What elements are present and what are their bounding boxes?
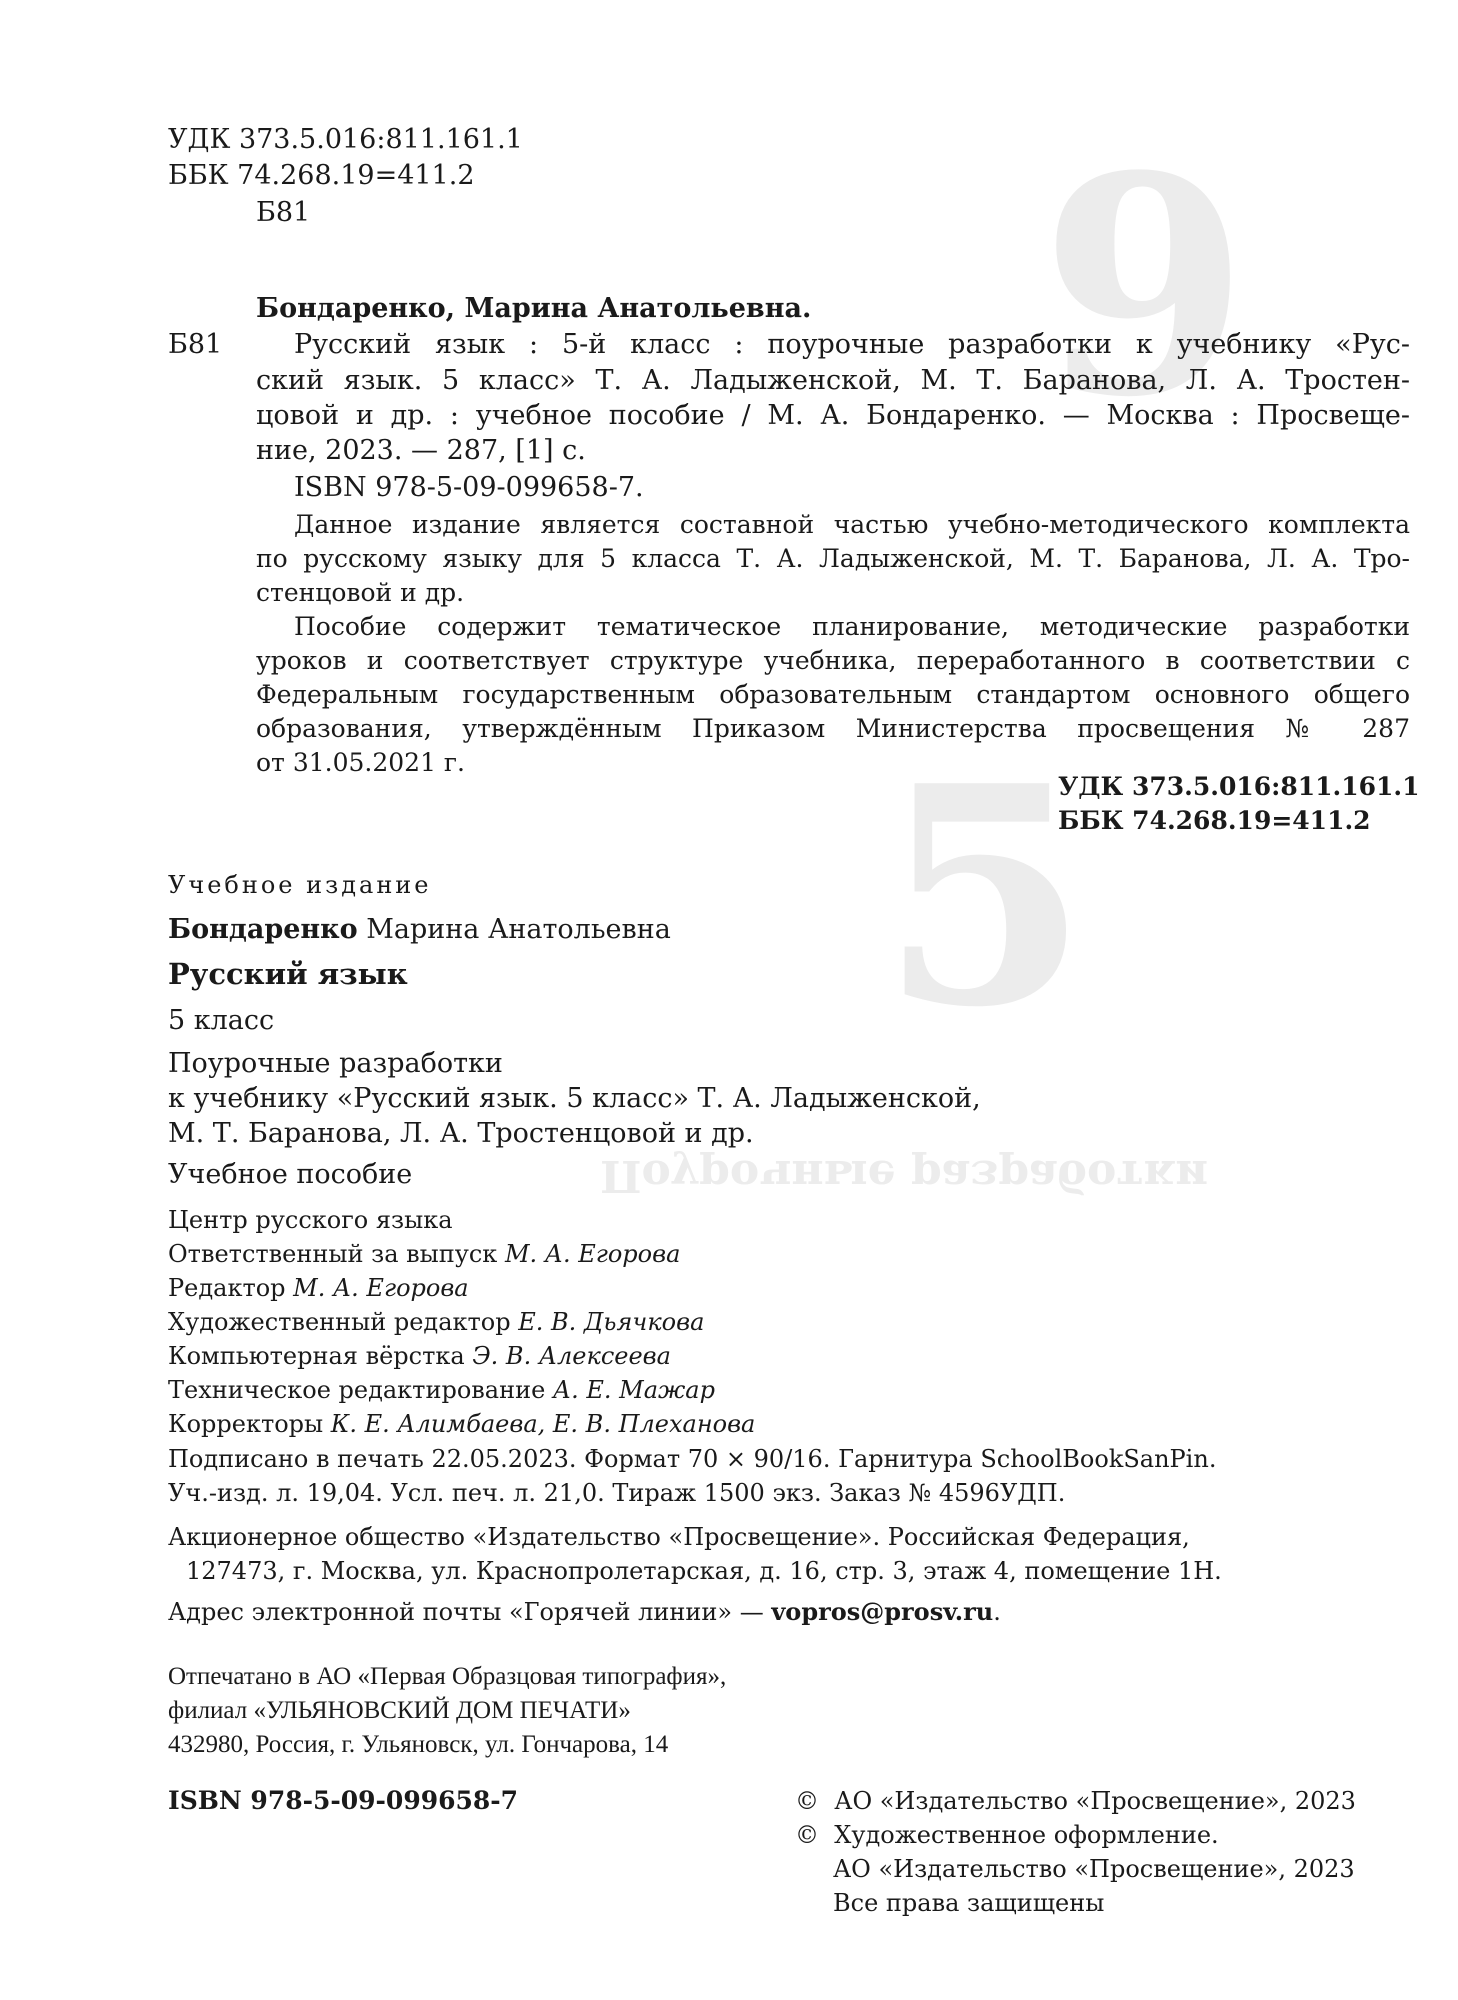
print-line: Уч.-изд. л. 19,04. Усл. печ. л. 21,0. Тираж 1500 экз. Заказ № 4596УДП. bbox=[168, 1479, 1066, 1507]
edition-grade: 5 класс bbox=[168, 1005, 275, 1036]
bib-description-cont bbox=[256, 363, 1410, 468]
author-mark: Б81 bbox=[256, 197, 311, 228]
printer-info bbox=[168, 1660, 726, 1762]
bib-isbn: ISBN 978-5-09-099658-7. bbox=[294, 472, 644, 503]
email-link[interactable]: vopros@prosv.ru bbox=[771, 1597, 994, 1626]
staff-row: Редактор М. А. Егорова bbox=[168, 1274, 469, 1302]
bib-author: Бондаренко, Марина Анатольевна. bbox=[256, 293, 812, 324]
edition-type: Учебное пособие bbox=[168, 1159, 413, 1190]
staff-row: Техническое редактирование А. Е. Мажар bbox=[168, 1376, 715, 1404]
copyright-sign: © bbox=[795, 1787, 819, 1815]
publisher-info bbox=[168, 1520, 1222, 1588]
hotline-email: Адрес электронной почты «Горячей линии» — vopros@prosv.ru. bbox=[168, 1597, 1001, 1626]
subtitle-line: к учебнику «Русский язык. 5 класс» Т. А. Ладыженской, bbox=[168, 1083, 981, 1114]
bib-line: ский язык. 5 класс» Т. А. Ладыженской, М. Т. Баранова, Л. А. Тростен- bbox=[256, 365, 1410, 396]
annotation-line: стенцовой и др. bbox=[256, 578, 465, 607]
annotation-line: образования, утверждённым Приказом Министерства просвещения № 287 bbox=[256, 714, 1410, 743]
print-line: Подписано в печать 22.05.2023. Формат 70 × 90/16. Гарнитура SchoolBookSanPin. bbox=[168, 1445, 1217, 1473]
annotation-paragraph-2 bbox=[256, 610, 1410, 780]
subtitle-line: Поурочные разработки bbox=[168, 1048, 503, 1079]
staff-row: Ответственный за выпуск М. А. Егорова bbox=[168, 1240, 681, 1268]
annotation-line: уроков и соответствует структуре учебника, переработанного в соответствии с bbox=[256, 646, 1410, 675]
bib-line: ние, 2023. — 287, [1] с. bbox=[256, 435, 586, 466]
annotation-paragraph-1 bbox=[256, 508, 1410, 610]
staff-row: Художественный редактор Е. В. Дьячкова bbox=[168, 1308, 705, 1336]
edition-label: Учебное издание bbox=[168, 871, 432, 899]
publisher-line: Акционерное общество «Издательство «Просвещение». Российская Федерация, bbox=[168, 1523, 1190, 1551]
annotation-line: Федеральным государственным образовательным стандартом основного общего bbox=[256, 680, 1410, 709]
publisher-line: 127473, г. Москва, ул. Краснопролетарская, д. 16, стр. 3, этаж 4, помещение 1Н. bbox=[186, 1557, 1222, 1585]
copyright-sign: © bbox=[795, 1821, 819, 1849]
edition-author bbox=[168, 912, 671, 947]
udk-code: УДК 373.5.016:811.161.1 bbox=[168, 124, 523, 155]
annotation-line: Данное издание является составной частью учебно-методического комплекта bbox=[294, 510, 1410, 539]
printer-line: 432980, Россия, г. Ульяновск, ул. Гончарова, 14 bbox=[168, 1731, 669, 1758]
subtitle-line: М. Т. Баранова, Л. А. Тростенцовой и др. bbox=[168, 1118, 754, 1149]
annotation-line: от 31.05.2021 г. bbox=[256, 748, 465, 777]
edition-title: Русский язык bbox=[168, 957, 408, 991]
footer-isbn: ISBN 978-5-09-099658-7 bbox=[168, 1786, 519, 1815]
bib-line: Русский язык : 5-й класс : поурочные разработки к учебнику «Рус- bbox=[294, 329, 1410, 360]
edition-subtitle bbox=[168, 1046, 981, 1151]
annotation-line: по русскому языку для 5 класса Т. А. Ладыженской, М. Т. Баранова, Л. А. Тро- bbox=[256, 544, 1410, 573]
bbk-code-right: ББК 74.268.19=411.2 bbox=[1058, 806, 1371, 835]
print-data bbox=[168, 1442, 1216, 1510]
bib-code: Б81 bbox=[168, 329, 223, 360]
staff-center: Центр русского языка bbox=[168, 1206, 453, 1234]
annotation-line: Пособие содержит тематическое планирование, методические разработки bbox=[294, 612, 1410, 641]
rights-reserved: Все права защищены bbox=[833, 1889, 1105, 1917]
copyright-block bbox=[795, 1784, 1356, 1920]
bib-description bbox=[294, 327, 1410, 362]
staff-row: Компьютерная вёрстка Э. В. Алексеева bbox=[168, 1342, 671, 1370]
copyright-line: © Художественное оформление. bbox=[795, 1821, 1219, 1849]
staff-block bbox=[168, 1203, 755, 1441]
printer-line: филиал «УЛЬЯНОВСКИЙ ДОМ ПЕЧАТИ» bbox=[168, 1697, 631, 1724]
copyright-line: © АО «Издательство «Просвещение», 2023 bbox=[795, 1787, 1356, 1815]
staff-row: Корректоры К. Е. Алимбаева, Е. В. Плеханова bbox=[168, 1410, 756, 1438]
printer-line: Отпечатано в АО «Первая Образцовая типография», bbox=[168, 1663, 727, 1690]
udk-code-right: УДК 373.5.016:811.161.1 bbox=[1058, 772, 1420, 801]
edition-author-surname: Бондаренко bbox=[168, 914, 358, 945]
bib-line: цовой и др. : учебное пособие / М. А. Бондаренко. — Москва : Просвеще- bbox=[256, 400, 1410, 431]
copyright-line: АО «Издательство «Просвещение», 2023 bbox=[833, 1855, 1355, 1883]
edition-author-name: Марина Анатольевна bbox=[357, 914, 671, 945]
bbk-code: ББК 74.268.19=411.2 bbox=[168, 160, 475, 191]
